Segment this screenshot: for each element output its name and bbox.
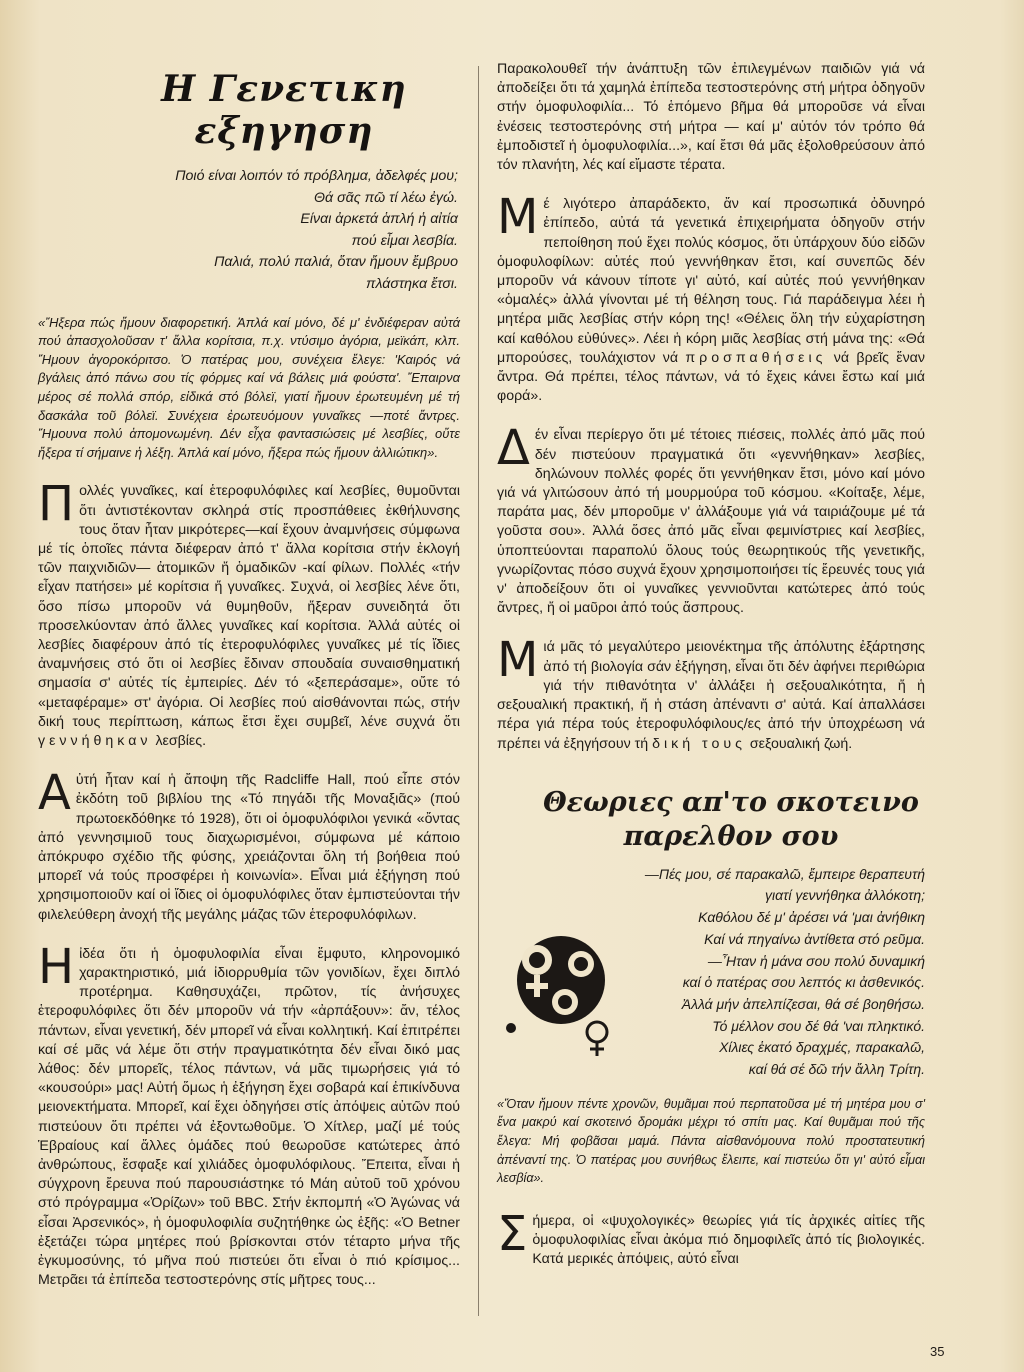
drop-cap: Α xyxy=(38,765,71,822)
paragraph-text: έ λιγότερο ἀπαράδεκτο, ἄν καί προσωπικά ὀδυνηρό ἐπίπεδο, αὐτά τά γενετικά ἐπιχειρήματα ὁδηγοῦν στήν πεποίθηση πού ἔχει πολύς κόσμος, ὅτι ὑπάρχουν δύο εἰδῶν ὁμοφυλοφίλων: αὐτές πού γεννήθηκαν ἔτσι, καί συνεπῶς δέν μποροῦν νά κάνουν τίποτε γι' αὐτό, καί αὐτές πού γεννήθηκαν «ὁμαλές» ἀλλά γίνονται μέ τή θέληση τους. Γιά παράδειγμα λέει ἡ μητέρα μιᾶς λεσβίας στήν κόρη της! «Θέλεις ὅλη τήν εὐχαρίστηση καί καθόλου εὐθύνες». Λέει ἡ κόρη μιᾶς λεσβίας στή μάνα της: «Θά μπορούσες, τουλάχιστον νά xyxy=(497,196,925,366)
paragraph-tail: σεξουαλική ζωή. xyxy=(745,735,853,752)
article-title: Η Γενετικη εξηγηση xyxy=(161,68,407,152)
drop-cap: Π xyxy=(38,476,75,533)
poem-line: πού εἶμαι λεσβία. xyxy=(351,232,458,249)
right-column xyxy=(497,60,925,1289)
poem-line: καί θά σέ δῶ τήν ἄλλη Τρίτη. xyxy=(748,1061,925,1078)
body-paragraph xyxy=(497,60,925,175)
paragraph-tail: λεσβίες. xyxy=(151,732,207,749)
poem-line: —Ἦταν ἡ μάνα σου πολύ δυναμική xyxy=(707,952,925,969)
poem-line: —Πές μου, σέ παρακαλῶ, ἔμπειρε θεραπευτή xyxy=(644,865,925,882)
body-paragraph xyxy=(38,938,460,1291)
paragraph-text: ήμερα, οἱ «ψυχολογικές» θεωρίες γιά τίς ἀρχικές αἰτίες τῆς ὁμοφυλοφιλίας εἶναι ἀκόμα πιό δημοφιλεῖς ἀπό τίς βιολογικές. Κατά μερικές ἀπόψεις, αὐτό εἶναι xyxy=(532,1212,925,1268)
section-title: Θεωριες απ'το σκοτεινο παρελθον σου xyxy=(543,786,919,852)
paragraph-text: Παρακολουθεῖ τήν ἀνάπτυξη τῶν ἐπιλεγμένων παιδιῶν γιά νά ἀποδείξει ὅτι τά χαμηλά ἐπίπεδα τεστοστερόνης στή μήτρα ὁδηγοῦν στήν ὁμοφυλοφιλία... Τό ἑπόμενο βῆμα θά μποροῦσε νά εἶναι ἐνέσεις τεστοστερόνης στή μήτρα — καί μ' αὐτόν τόν τρόπο θά ἐμποδιστεῖ ἡ ὁμοφυλοφιλία...», καί ἔτσι θά μᾶς ἐξολοθρεύσουν ἀπό τόν πλανήτη, λές καί εἴμαστε τέρατα. xyxy=(497,61,925,174)
poem-line: Χίλιες ἑκατό δραχμές, παρακαλῶ, xyxy=(719,1039,925,1056)
body-paragraph xyxy=(497,189,925,406)
drop-cap: Μ xyxy=(497,632,539,689)
paragraph-text: ἰδέα ὅτι ἡ ὁμοφυλοφιλία εἶναι ἔμφυτο, κληρονομικό χαρακτηριστικό, μιά ἰδιορρυθμία τῶν γονιδίων, ἔχει διπλό προτέρημα. Καθησυχάζει, πρῶτον, τίς ἀνήσυχες ἑτεροφυλόφιλες ὅτι δέν μποροῦν νά τήν «ἀρπάξουν»: ἄν, τέλος πάντων, εἶναι γενετική, δέν μπορεῖ νά εἶναι κολλητική. Καί ἐπιτρέπει καί σέ μᾶς νά λέμε ὅτι στήν πραγματικότητα δέν εἶναι δικό μας λάθος: δέν μπορεῖς, τέλος πάντων, νά μᾶς τιμωρήσεις γιά τό «κουσούρι» μας! Αὐτή ὅμως ἡ ἐξήγηση ἔχει σοβαρά καί ἐπικίνδυνα μειονεκτήματα. Μπορεῖ, καί ἔχει ὁδηγήσει στίς ἀπόψεις αὐτῶν πού πιστεύουν ὅτι πρέπει νά ἐξοντωθοῦμε. Ὁ Χίτλερ, μαζί μέ τούς Ἑβραίους καί ἄλλες ὁμάδες πού θεωροῦσε κατώτερες ἀπό ἀνθρώπους, ἔσφαξε καί χιλιάδες ὁμοφυλόφιλους. Ἔπειτα, εἶναι ἡ σύγχρονη ἔρευνα πού παρουσιάστηκε τό Μάη αὐτοῦ τοῦ χρόνου στό πρόγραμμα «Ὀρίζων» τοῦ BBC. Στήν ἐκπομπή «Ὁ Ἀγώνας νά εἶσαι Ἀρσενικός», ἡ ὁμοφυλοφιλία συζητήθηκε ὡς ἑξῆς: «Ὁ Betner ἐξετάζει τώρα μητέρες πού βρίσκονται στόν τέταρτο μήνα τῆς ἐγκυμοσύνης, τό μῆνα πού πιστεύει ὅτι εἶναι ὁ πιό κρίσιμος... Μετρᾶει τά ἐπίπεδα τεστοστερόνης στίς μῆτρες τους... xyxy=(38,945,460,1289)
spaced-word: δική τους xyxy=(652,735,746,752)
poem-line: Καθόλου δέ μ' ἀρέσει νά 'μαι ἀνήθικη xyxy=(698,909,925,926)
left-column xyxy=(38,60,460,1310)
body-paragraph xyxy=(38,476,460,751)
paragraph-text: ιά μᾶς τό μεγαλύτερο μειονέκτημα τῆς ἀπόλυτης ἐξάρτησης ἀπό τή βιολογία σάν ἐξήγηση, εἶναι ὅτι δέν ἀφήνει περιθώρια γιά τήν πιθανότητα ν' ἀλλάξει ἡ σεξουαλικότητα, ἤ ἡ σεξουαλική πρακτική, ἤ ἡ στάση ἀπέναντι σ' αὐτά. Καί ἀπαλλάσει πέρα γιά πέρα τούς ἑτεροφυλόφιλους/ες ἀπό τήν ὑποχρέωση νά πρέπει νά ἐξηγήσουν τή xyxy=(497,639,925,752)
drop-cap: Η xyxy=(38,938,75,995)
paragraph-text: ὐτή ἦταν καί ἡ ἄποψη τῆς Radcliffe Hall, πού εἶπε στόν ἐκδότη τοῦ βιβλίου της «Τό πηγάδι τῆς Μοναξιᾶς» (πού πρωτοεκδόθηκε τό 1928), ὅτι οἱ ὁμοφυλόφιλοι γενικά «ὄντας ἀπό γεννησιμιοῦ τους διαχωρισμένοι, σύμφωνα μέ κάποιο ἀπόκρυφο σχέδιο τῆς φύσης, χρειάζονται ὅλη τή βοήθεια πού μπορεῖ νά τούς προσφέρει ἡ κοινωνία». Εἶναι μιά ἐξήγηση πού χρησιμοποιοῦν καί οἱ ἴδιες οἱ ὁμοφυλόφιλες ὅταν ἐμπιστεύονται τήν φιλελεύθερη ἀνοχή τῆς μεγάλης μάζας τῶν ἑτεροφυλόφιλων. xyxy=(38,772,460,923)
testimony-quote: «Ἤξερα πώς ἤμουν διαφορετική. Ἁπλά καί μόνο, δέ μ' ἐνδιέφεραν αὐτά πού ἀπασχολοῦσαν τ' ἄλλα κορίτσια, π.χ. ντύσιμο ἀγόρια, μεϊκάπ, κλπ. Ἤμουν ἀγοροκόριτσο. Ὁ πατέρας μου, συνέχεια ἔλεγε: 'Καιρός νά βγάλεις ἀπό πάνω σου τίς φόρμες καί νά βάλεις μιά φούστα'. Ἔπαιρνα μέρος σέ πολλά σπόρ, εἰδικά στό βόλεϊ, γιατί ἤμουν ἐρωτευμένη μέ τή δασκάλα τοῦ βόλεϊ. Συνέχεια ἐρωτευόμουν γυναῖκες —ποτέ ἄντρες. Ἤμουνα πολύ ἀπομονωμένη. Δέν εἶχα φαντασιώσεις μέ λεσβίες, οὔτε ἤξερα τί σήμαινε ἡ λέξη. Ἁπλά καί μόνο, ἤξερα πώς ἤμουν ἀλλιώτικη». xyxy=(38,314,460,460)
poem-line: Ποιό είναι λοιπόν τό πρόβλημα, ἀδελφές μου; xyxy=(175,168,458,184)
spaced-word: προσπαθήσεις xyxy=(685,349,827,366)
page-number: 35 xyxy=(930,1344,945,1359)
poem-line: πλάστηκα ἔτσι. xyxy=(365,275,458,292)
body-paragraph xyxy=(497,632,925,753)
poem-line: Θά σᾶς πῶ τί λέω ἐγώ. xyxy=(314,189,458,206)
venus-symbols-illustration xyxy=(501,920,637,1060)
drop-cap: Δ xyxy=(497,420,530,477)
column-divider xyxy=(478,66,479,1316)
paragraph-tail: νά βρεῖς ἕναν ἄντρα. Θά πρέπει, τέλος πάντων, νά τό ἔχεις κάνει ἔστω καί μιά φορά». xyxy=(497,349,925,405)
drop-cap: Μ xyxy=(497,189,539,246)
body-paragraph xyxy=(38,765,460,925)
body-paragraph xyxy=(497,1205,925,1270)
poem-line: Καί νά πηγαίνω ἀντίθετα στό ρεῦμα. xyxy=(704,930,925,947)
spaced-word: γεννήθηκαν xyxy=(38,732,152,749)
poem-line: Ἀλλά μήν ἀπελπίζεσαι, θά σέ βοηθήσω. xyxy=(681,995,925,1012)
poem-line: καί ὁ πατέρας σου λεπτός κι ἀσθενικός. xyxy=(682,974,925,991)
poem-line: Είναι ἀρκετά ἁπλή ἡ αἰτία xyxy=(300,211,458,228)
opening-poem xyxy=(38,166,460,296)
childhood-quote: «Ὅταν ἤμουν πέντε χρονῶν, θυμᾶμαι πού περπατοῦσα μέ τή μητέρα μου σ' ἕνα μακρύ καί σκοτεινό δρομάκι μέχρι τό σπίτι μας. Καί θυμᾶμαι πού τῆς ἔλεγα: Μή φοβᾶσαι μαμά. Πάντα αἰσθανόμουνα πολύ προστατευτική ἀπέναντί της. Ὁ πατέρας μου συνήθως ἔλειπε, καί πιστεύω ὅτι γι' αὐτό εἶμαι λεσβία». xyxy=(497,1096,925,1186)
drop-cap: Σ xyxy=(497,1205,528,1262)
poem-line: Παλιά, πολύ παλιά, ὅταν ἤμουν ἔμβρυο xyxy=(214,254,458,271)
body-paragraph xyxy=(497,420,925,618)
dialogue-poem-block xyxy=(497,864,925,1081)
paragraph-text: ολλές γυναῖκες, καί ἑτεροφυλόφιλες καί λεσβίες, θυμοῦνται ὅτι ἀντιστέκονταν σκληρά στίς προσπάθειες ἐκθήλυνσης τους ὅταν ἦταν μικρότερες—καί ἔχουν ἀναμνήσεις σύμφωνα μέ τίς ὁποῖες πάντα διέφεραν ἀπό τ' ἄλλα κορίτσια στήν ἐκλογή τῶν παιχνιδιῶν— ἀτομικῶν ἤ ὁμαδικῶν -καί φίλων. Πολλές «τήν εἶχαν πατήσει» μέ κορίτσια ἤ γυναῖκες. Συχνά, οἱ λεσβίες λένε ὅτι, ὅσο πίσω μποροῦν νά θυμηθοῦν, ἤξεραν συνειδητά ὅτι προσελκύονταν ἀπό ἄλλες γυναῖκες καί κορίτσια. Ἀλλά αὐτές οἱ λεσβίες διαφέρουν ἀπό τίς ἑτεροφυλόφιλες γυναῖκες μέ τίς ἴδιες ἀναμνήσεις στό ὅτι οἱ λεσβίες ἔδιναν σπουδαία συναισθηματική σημασία σ' αὐτές τίς ἐμπειρίες. Δέν τό «ξεπεράσαμε», οὔτε τό «μεταφέραμε» στ' ἀγόρια. Οἱ λεσβίες πού αἰσθάνονται πώς, στήν δική τους περίπτωση, κάπως ἔτσι ἔχει συμβεῖ, λένε συχνά ὅτι xyxy=(38,483,460,730)
poem-line: Τό μέλλον σου δέ θά 'ναι πληκτικό. xyxy=(712,1017,925,1034)
paragraph-text: έν εἶναι περίεργο ὅτι μέ τέτοιες πιέσεις, πολλές ἀπό μᾶς πού δέν πιστεύουν πραγματικά ὅτι «γεννήθηκαν» λεσβίες, δηλώνουν πολλές φορές ὅτι γεννήθηκαν ἔτσι, μόνο καί μόνο γιά νά γλιτώσουν ἀπό τή μουρμούρα τοῦ κόσμου. «Κοίταξε, λέμε, παράτα μας, δέν μποροῦμε ν' ἀλλάξουμε γιά νά ταιριάζουμε μέ τά γοῦστα σου». Ἀλλά ὅσες ἀπό μᾶς εἶναι φεμινίστριες καί λεσβίες, ὑποπτεύονται παραπολύ ὅλους τούς θεωρητικούς τῆς γενετικῆς, γνωρίζοντας πόσο συχνά ἔχουν χρησιμοποιήσει τίς ἔρευνές τους γιά ν' ἀποδείξουν ὅτι οἱ γυναῖκες γεννιοῦνται κατώτερες ἀπό τούς ἄντρες, ἤ οἱ μαῦροι ἀπό τούς ἄσπρους. xyxy=(497,427,925,617)
poem-line: γιατί γεννήθηκα ἀλλόκοτη; xyxy=(765,887,925,904)
